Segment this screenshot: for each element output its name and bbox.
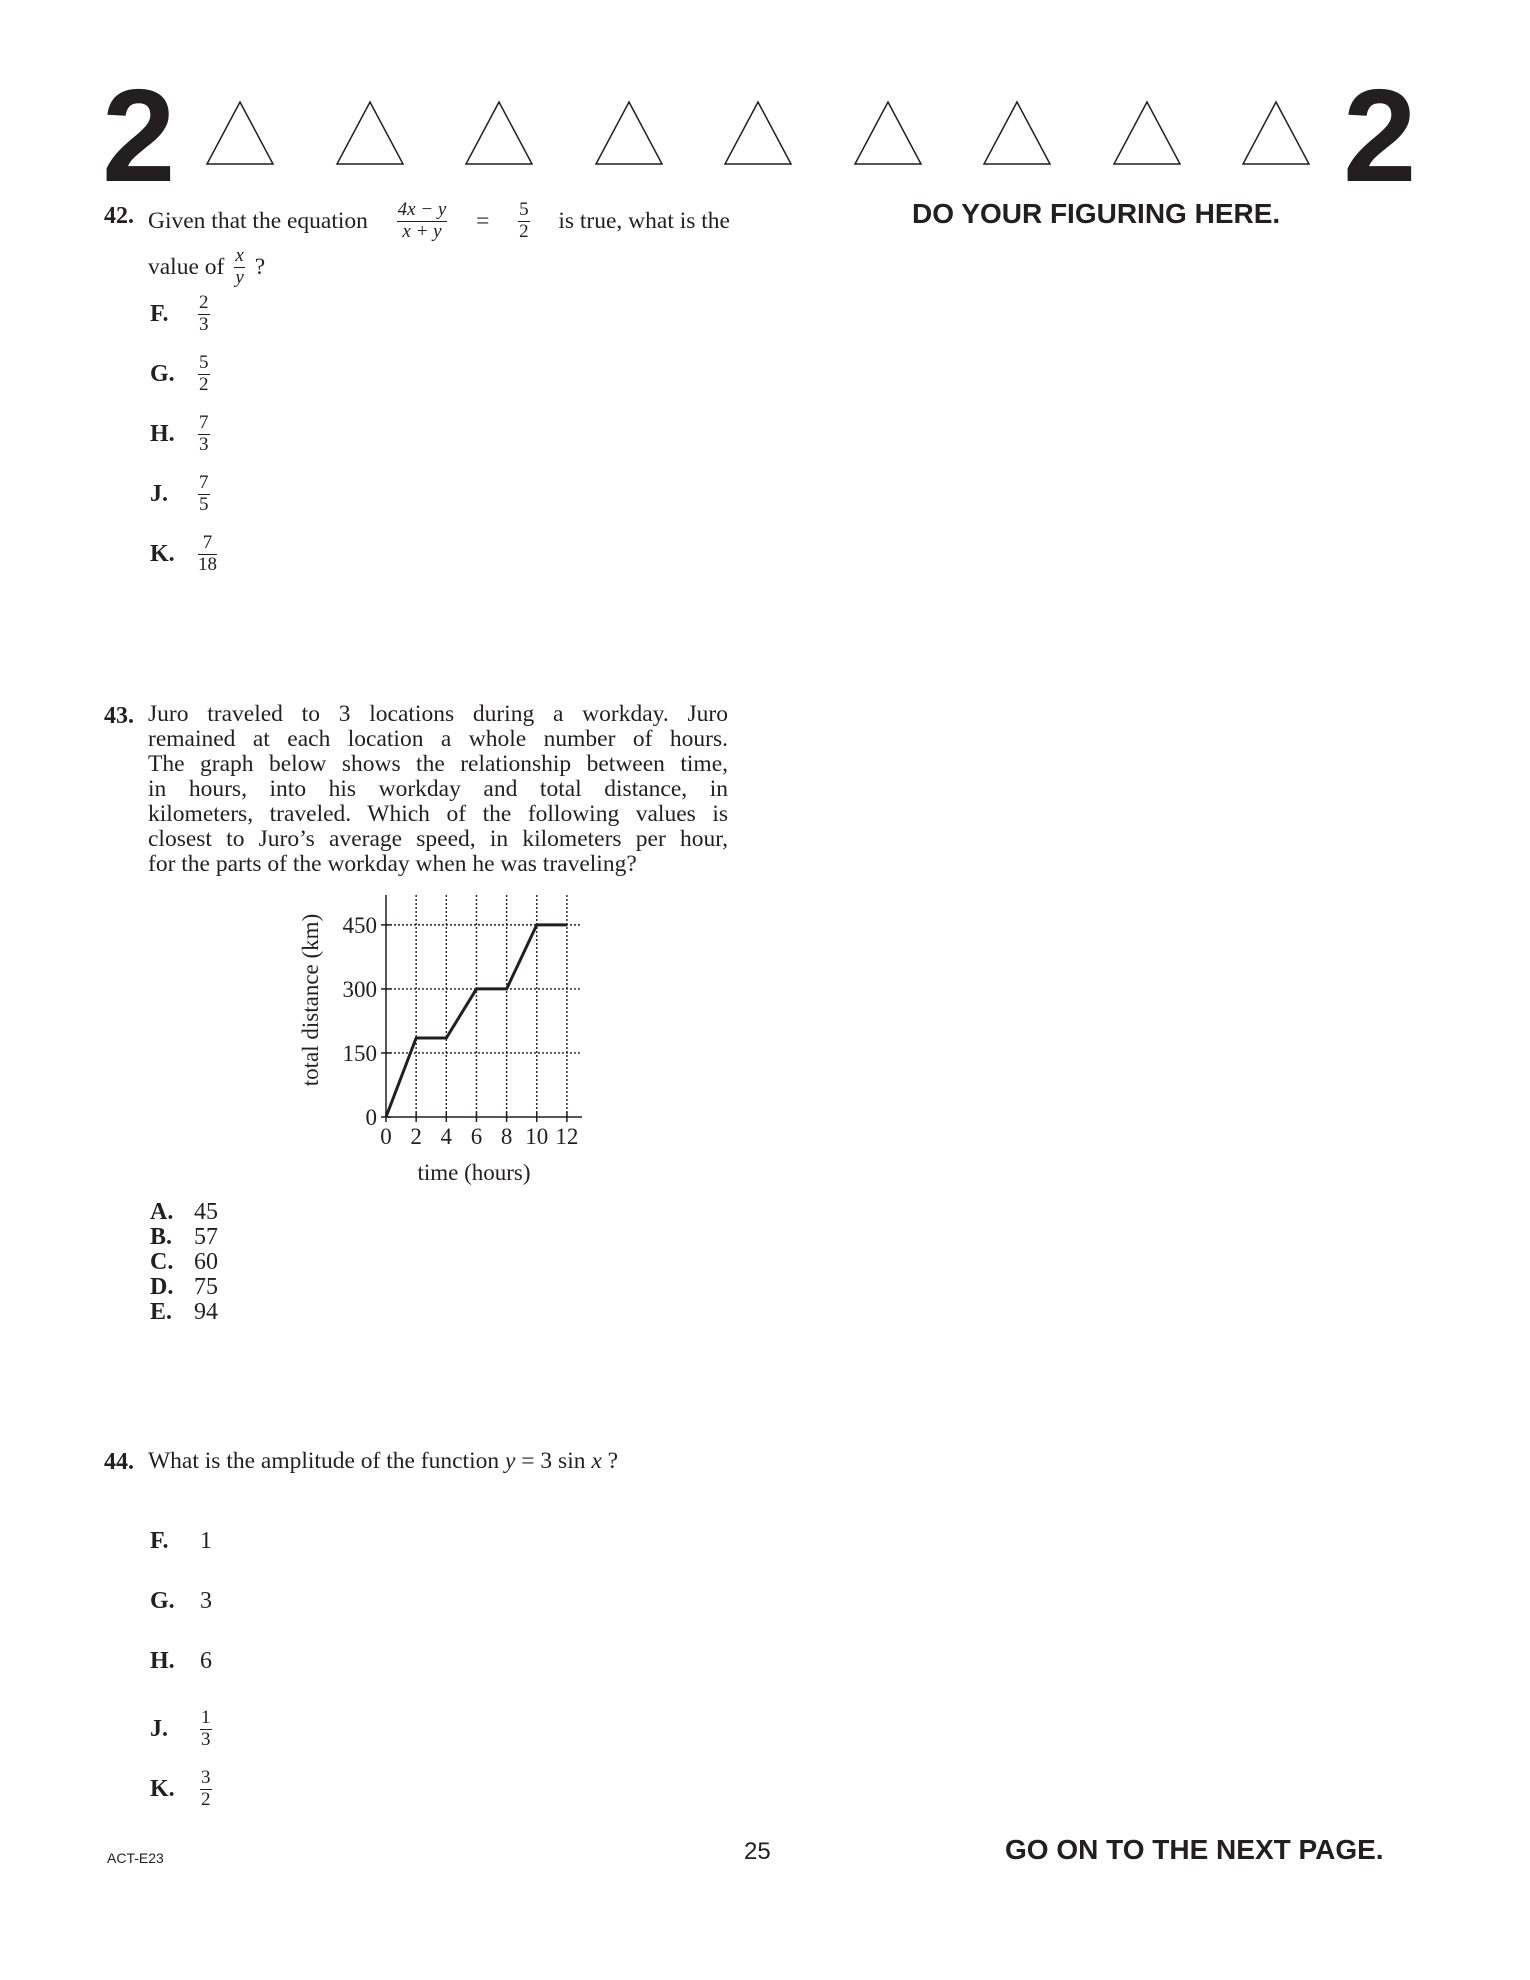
option-label: J. bbox=[150, 480, 168, 507]
x-axis-label: time (hours) bbox=[417, 1160, 531, 1185]
option-label: C. bbox=[150, 1249, 174, 1275]
question-43-text-line: kilometers, traveled. Which of the following values is bbox=[148, 801, 728, 827]
triangle-icon bbox=[853, 100, 923, 166]
triangle-icon bbox=[335, 100, 405, 166]
question-43-stem bbox=[148, 702, 728, 877]
x-tick-label: 6 bbox=[470, 1124, 483, 1149]
section-number-right: 2 bbox=[1343, 62, 1417, 209]
figuring-area-label: DO YOUR FIGURING HERE. bbox=[912, 198, 1281, 229]
x-tick-label: 10 bbox=[525, 1124, 549, 1149]
option-label: A. bbox=[150, 1199, 174, 1225]
option-label: K. bbox=[150, 1775, 175, 1802]
question-44-text-pre: What is the amplitude of the function bbox=[148, 1448, 500, 1474]
option-value: 75 bbox=[194, 1274, 218, 1300]
equation-lhs-fraction: $\frac{4x - y}{x + y}$ bbox=[397, 198, 447, 242]
question-43-text-line: for the parts of the workday when he was traveling? bbox=[148, 851, 637, 877]
triangle-icon bbox=[982, 100, 1052, 166]
equation-rhs-fraction: $\frac{5}{2}$ bbox=[519, 198, 529, 242]
option-value-fraction: $\frac{7}{3}$ bbox=[199, 412, 209, 455]
question-44-stem bbox=[148, 1449, 748, 1474]
option-value-fraction: $\frac{7}{18}$ bbox=[198, 532, 217, 575]
next-page-instruction: GO ON TO THE NEXT PAGE. bbox=[1005, 1834, 1384, 1865]
y-tick-label: 0 bbox=[365, 1105, 377, 1130]
option-label: F. bbox=[150, 300, 169, 327]
question-42-stem bbox=[148, 196, 730, 288]
option-label: B. bbox=[150, 1224, 173, 1250]
question-43-text-line: closest to Juro’s average speed, in kilometers per hour, bbox=[148, 826, 728, 852]
option-label: G. bbox=[150, 360, 175, 387]
question-43-text-line: in hours, into his workday and total distance, in bbox=[148, 776, 728, 802]
answer-option-h[interactable] bbox=[150, 413, 210, 456]
answer-option-f[interactable] bbox=[150, 293, 210, 336]
y-tick-label: 450 bbox=[342, 912, 377, 938]
answer-option-d[interactable] bbox=[150, 1275, 218, 1300]
x-tick-label: 2 bbox=[410, 1124, 422, 1149]
option-value-fraction: $\frac{1}{3}$ bbox=[201, 1707, 211, 1750]
option-value: 57 bbox=[194, 1224, 218, 1250]
question-42-text-end: ? bbox=[254, 253, 266, 280]
option-value: 60 bbox=[194, 1249, 218, 1275]
option-label: D. bbox=[150, 1274, 174, 1300]
triangle-icon bbox=[205, 100, 275, 166]
triangle-icon bbox=[723, 100, 793, 166]
option-value: 1 bbox=[200, 1528, 212, 1554]
option-label: K. bbox=[150, 540, 175, 567]
question-43-text-line: The graph below shows the relationship between time, bbox=[148, 751, 728, 777]
question-43-text-line: Juro traveled to 3 locations during a workday. Juro bbox=[148, 701, 728, 727]
distance-time-chart bbox=[290, 895, 600, 1190]
y-axis-label: total distance (km) bbox=[298, 913, 323, 1087]
option-label: J. bbox=[150, 1715, 168, 1742]
option-value: 94 bbox=[194, 1299, 218, 1325]
x-tick-label: 4 bbox=[440, 1124, 453, 1149]
answer-option-a[interactable] bbox=[150, 1200, 218, 1225]
function-y: y bbox=[504, 1448, 516, 1474]
test-code: ACT-E23 bbox=[107, 1850, 164, 1866]
answer-option-f[interactable] bbox=[150, 1528, 212, 1555]
y-tick-label: 300 bbox=[342, 976, 377, 1002]
answer-option-b[interactable] bbox=[150, 1225, 218, 1250]
x-tick-label: 0 bbox=[380, 1124, 392, 1149]
answer-option-e[interactable] bbox=[150, 1300, 218, 1325]
question-43-number: 43. bbox=[104, 703, 134, 729]
option-value-fraction: $\frac{7}{5}$ bbox=[199, 472, 209, 515]
question-42-text-post: is true, what is the bbox=[558, 207, 730, 234]
x-tick-label: 12 bbox=[555, 1124, 579, 1149]
option-value: 3 bbox=[200, 1588, 212, 1614]
answer-option-j[interactable] bbox=[150, 473, 210, 516]
option-value-fraction: $\frac{2}{3}$ bbox=[199, 292, 209, 335]
option-value: 6 bbox=[200, 1648, 212, 1674]
option-value-fraction: $\frac{3}{2}$ bbox=[201, 1767, 211, 1810]
triangle-divider-row bbox=[205, 100, 1315, 170]
y-tick-label: 150 bbox=[342, 1040, 377, 1066]
answer-option-g[interactable] bbox=[150, 1588, 212, 1615]
triangle-icon bbox=[464, 100, 534, 166]
option-value-fraction: $\frac{5}{2}$ bbox=[199, 352, 209, 395]
option-label: E. bbox=[150, 1299, 173, 1325]
question-43-text-line: remained at each location a whole number of hours. bbox=[148, 726, 728, 752]
section-number-left: 2 bbox=[102, 62, 176, 209]
option-label: F. bbox=[150, 1528, 169, 1554]
answer-option-c[interactable] bbox=[150, 1250, 218, 1275]
answer-option-j[interactable] bbox=[150, 1708, 212, 1751]
option-label: G. bbox=[150, 1588, 175, 1614]
answer-option-h[interactable] bbox=[150, 1648, 212, 1675]
option-label: H. bbox=[150, 420, 175, 447]
question-42-number: 42. bbox=[104, 203, 134, 229]
x-tick-label: 8 bbox=[500, 1124, 513, 1149]
question-42-text-line2: value of bbox=[148, 253, 225, 280]
option-value: 45 bbox=[194, 1199, 218, 1225]
function-x: x bbox=[591, 1448, 602, 1474]
equation-sign: = bbox=[476, 207, 490, 234]
value-fraction: $\frac{x}{y}$ bbox=[235, 244, 244, 288]
function-mid: = 3 sin bbox=[521, 1448, 586, 1474]
triangle-icon bbox=[1241, 100, 1311, 166]
triangle-icon bbox=[1112, 100, 1182, 166]
question-44-text-end: ? bbox=[607, 1448, 619, 1474]
question-44-number: 44. bbox=[104, 1449, 134, 1475]
answer-option-k[interactable] bbox=[150, 533, 217, 576]
option-label: H. bbox=[150, 1648, 175, 1674]
question-42-text-pre: Given that the equation bbox=[148, 207, 368, 234]
answer-option-k[interactable] bbox=[150, 1768, 212, 1811]
page-number: 25 bbox=[744, 1838, 771, 1865]
answer-option-g[interactable] bbox=[150, 353, 210, 396]
triangle-icon bbox=[594, 100, 664, 166]
